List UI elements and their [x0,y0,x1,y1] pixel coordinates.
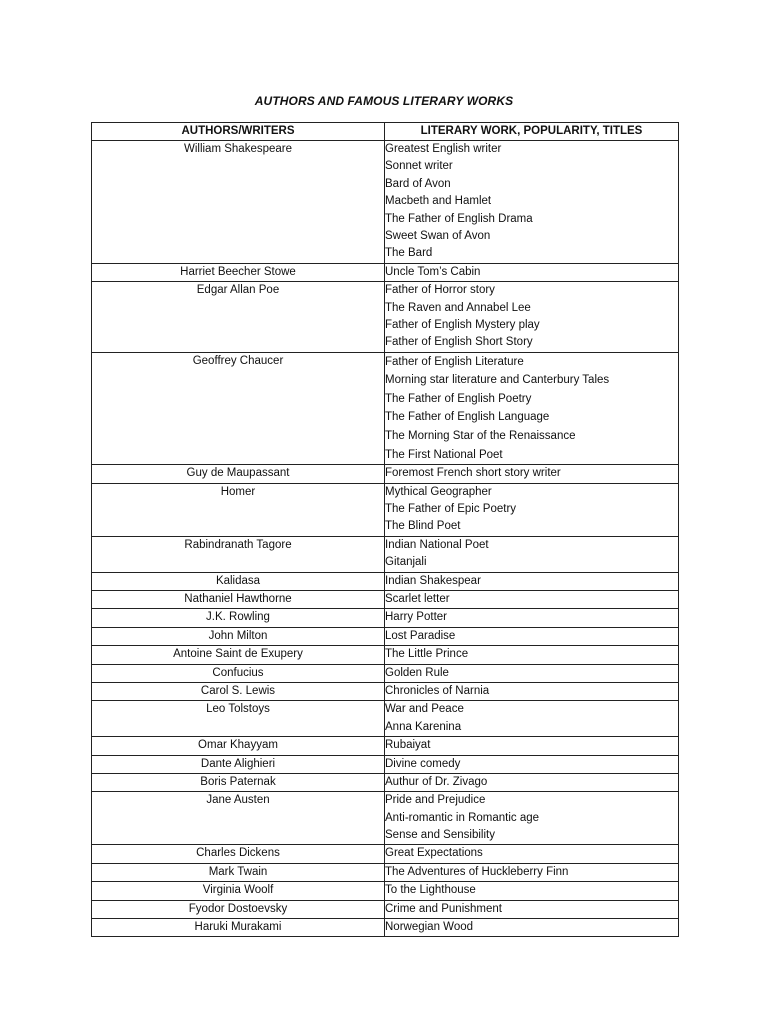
table-row [92,863,679,881]
work-entry: Father of English Mystery play [385,318,540,331]
works-cell [385,352,679,465]
column-header-authors: AUTHORS/WRITERS [92,123,385,141]
authors-table [91,122,679,937]
work-entry: Father of English Literature [385,355,524,368]
table-row [92,590,679,608]
work-entry: Sweet Swan of Avon [385,229,491,242]
table-row [92,773,679,791]
works-cell [385,483,679,536]
author-cell: Carol S. Lewis [92,682,385,700]
table-header-row [92,123,679,141]
works-cell [385,572,679,590]
work-entry: Sense and Sensibility [385,829,495,842]
work-entry: The Little Prince [385,648,469,661]
author-cell: Nathaniel Hawthorne [92,590,385,608]
works-cell [385,465,679,483]
work-entry: Divine comedy [385,757,461,770]
work-entry: Pride and Prejudice [385,794,486,807]
work-entry: Morning star literature and Canterbury Tales [385,374,610,387]
table-row [92,882,679,900]
works-cell [385,682,679,700]
works-cell [385,609,679,627]
work-entry: Scarlet letter [385,592,450,605]
work-entry: Anna Karenina [385,720,462,733]
work-entry: The Father of English Poetry [385,392,532,405]
work-entry: Greatest English writer [385,143,502,155]
work-entry: The Father of Epic Poetry [385,503,517,516]
works-cell [385,845,679,863]
work-entry: Macbeth and Hamlet [385,195,492,208]
work-entry: The Raven and Annabel Lee [385,301,531,314]
table-body [92,141,679,937]
author-cell: Charles Dickens [92,845,385,863]
work-entry: The Morning Star of the Renaissance [385,430,576,443]
table-row [92,737,679,755]
author-cell: Harriet Beecher Stowe [92,263,385,281]
work-entry: Norwegian Wood [385,921,474,934]
work-entry: Anti-romantic in Romantic age [385,811,540,824]
works-cell [385,919,679,937]
table-row [92,701,679,737]
author-cell: Kalidasa [92,572,385,590]
work-entry: Father of Horror story [385,284,495,297]
table-row [92,646,679,664]
table-row [92,465,679,483]
table-row [92,792,679,845]
work-entry: The Bard [385,247,433,260]
work-entry: The Father of English Language [385,411,550,424]
work-entry: Bard of Avon [385,177,451,190]
table-row [92,141,679,264]
works-cell [385,701,679,737]
work-entry: Chronicles of Narnia [385,684,490,697]
works-cell [385,141,679,264]
works-cell [385,627,679,645]
works-cell [385,773,679,791]
works-cell [385,282,679,353]
author-cell: William Shakespeare [92,141,385,264]
table-row [92,682,679,700]
column-header-works: LITERARY WORK, POPULARITY, TITLES [385,123,679,141]
work-entry: Uncle Tom’s Cabin [385,265,481,278]
author-cell: Dante Alighieri [92,755,385,773]
author-cell: J.K. Rowling [92,609,385,627]
work-entry: Crime and Punishment [385,902,502,915]
author-cell: Boris Paternak [92,773,385,791]
work-entry: Authur of Dr. Zivago [385,775,488,788]
table-row [92,609,679,627]
author-cell: Guy de Maupassant [92,465,385,483]
table-row [92,282,679,353]
document-title: AUTHORS AND FAMOUS LITERARY WORKS [254,94,514,108]
table-row [92,919,679,937]
table-row [92,900,679,918]
table-row [92,572,679,590]
work-entry: The Blind Poet [385,520,461,533]
author-cell: Edgar Allan Poe [92,282,385,353]
author-cell: Rabindranath Tagore [92,536,385,572]
work-entry: Indian National Poet [385,538,489,551]
works-cell [385,737,679,755]
work-entry: Foremost French short story writer [385,467,561,480]
works-cell [385,882,679,900]
table-row [92,845,679,863]
table-row [92,483,679,536]
table-row [92,263,679,281]
work-entry: Mythical Geographer [385,485,492,498]
works-cell [385,755,679,773]
author-cell: Fyodor Dostoevsky [92,900,385,918]
works-cell [385,863,679,881]
works-cell [385,664,679,682]
author-cell: Homer [92,483,385,536]
table-row [92,536,679,572]
table-row [92,352,679,465]
work-entry: Harry Potter [385,611,447,624]
work-entry: Great Expectations [385,847,483,860]
author-cell: Omar Khayyam [92,737,385,755]
author-cell: Virginia Woolf [92,882,385,900]
author-cell: Jane Austen [92,792,385,845]
table-row [92,664,679,682]
work-entry: War and Peace [385,703,464,716]
table-row [92,755,679,773]
author-cell: Mark Twain [92,863,385,881]
works-cell [385,590,679,608]
work-entry: Rubaiyat [385,739,431,752]
work-entry: Indian Shakespear [385,574,481,587]
work-entry: Gitanjali [385,556,427,569]
work-entry: The Father of English Drama [385,212,533,225]
author-cell: Geoffrey Chaucer [92,352,385,465]
author-cell: Antoine Saint de Exupery [92,646,385,664]
work-entry: Sonnet writer [385,160,453,173]
author-cell: Confucius [92,664,385,682]
work-entry: To the Lighthouse [385,884,476,897]
work-entry: Golden Rule [385,666,449,679]
works-cell [385,792,679,845]
author-cell: Leo Tolstoys [92,701,385,737]
works-cell [385,646,679,664]
author-cell: John Milton [92,627,385,645]
work-entry: The First National Poet [385,448,503,461]
works-cell [385,900,679,918]
work-entry: Lost Paradise [385,629,456,642]
work-entry: Father of English Short Story [385,336,533,349]
author-cell: Haruki Murakami [92,919,385,937]
works-cell [385,536,679,572]
works-cell [385,263,679,281]
work-entry: The Adventures of Huckleberry Finn [385,865,569,878]
table-row [92,627,679,645]
